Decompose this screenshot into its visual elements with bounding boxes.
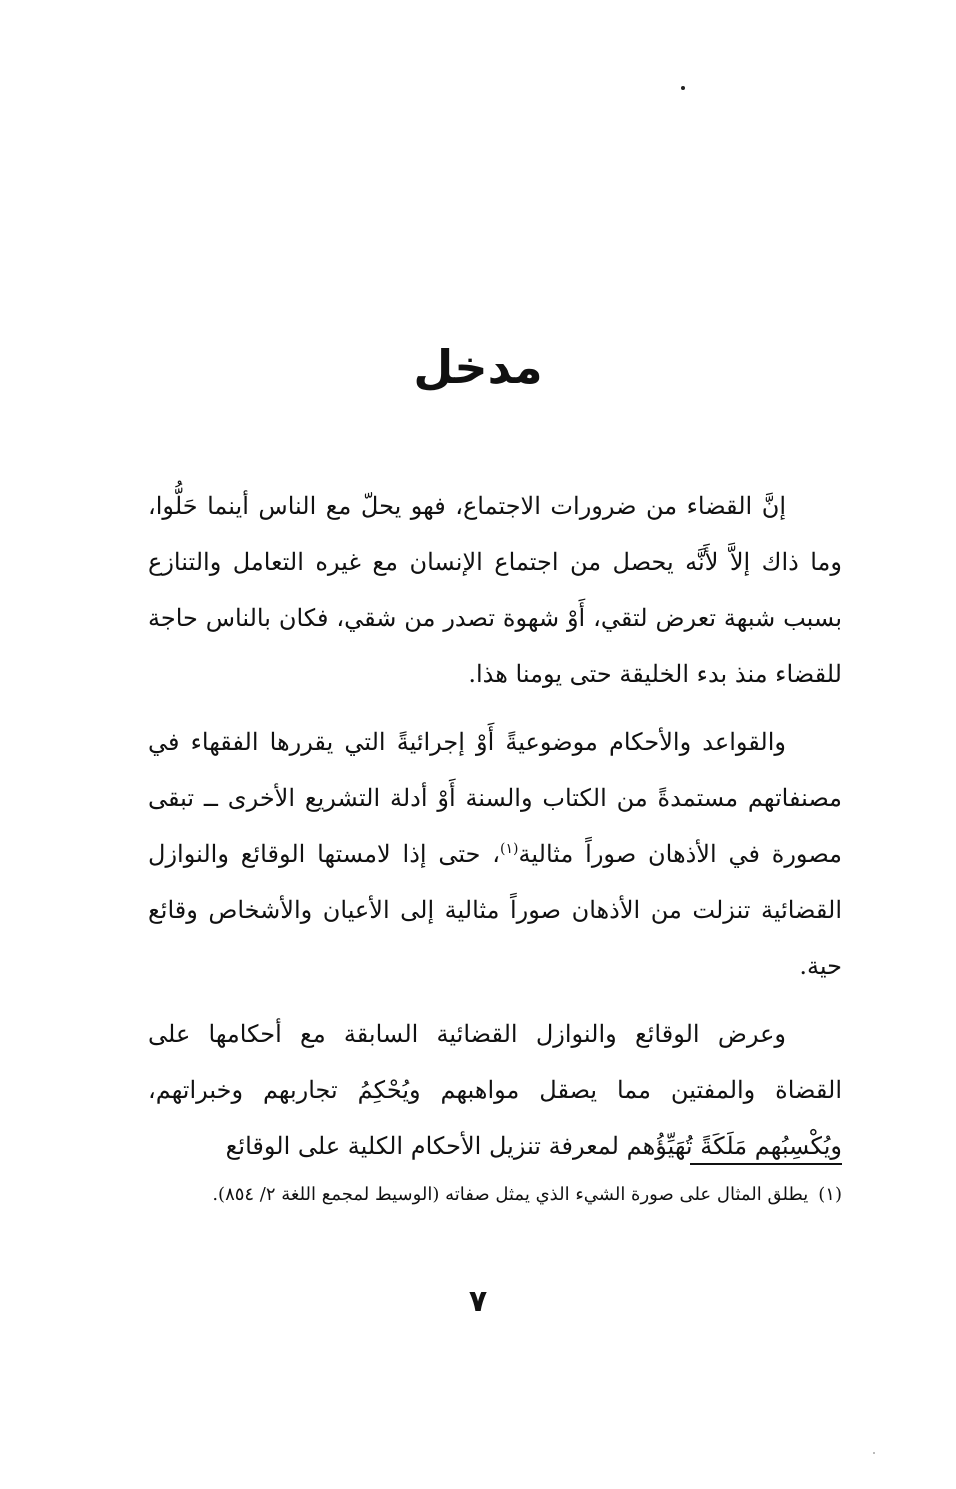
footnote [148, 1176, 842, 1214]
footnote-reference[interactable]: (١) [500, 841, 519, 857]
footnote-number: (١) [818, 1184, 842, 1205]
paragraph-3: وعرض الوقائع والنوازل القضائية السابقة مع أحكامها على القضاة والمفتين مما يصقل مواهبهم ويُحْكِمُ تجاربهم وخبراتهم، ويُكْسِبُهم مَلَكَةً تُهَيِّؤُهم لمعرفة تنزيل الأحكام الكلية على الوقائع [148, 1020, 842, 1160]
paragraph-1: إنَّ القضاء من ضرورات الاجتماع، فهو يحلّ مع الناس أينما حَلُّوا، وما ذاك إلاَّ لأَنَّه يحصل من اجتماع الإنسان مع غيره التعامل والتنازع بسبب شبهة تعرض لتقي، أَوْ شهوة تصدر من شقي، فكان بالناس حاجة للقضاء منذ بدء الخليقة حتى يومنا هذا. [148, 492, 842, 688]
footnote-separator [690, 1163, 842, 1165]
stray-dot-mark [681, 86, 685, 90]
footnote-text: يطلق المثال على صورة الشيء الذي يمثل صفاته (الوسيط لمجمع اللغة ٢/ ٨٥٤). [212, 1184, 809, 1205]
chapter-title: مدخل [413, 340, 543, 394]
page-number: ٧ [468, 1284, 488, 1319]
paragraph-2 [148, 714, 842, 994]
corner-speck [873, 1452, 875, 1454]
paragraph-2-text-after-ref: ، حتى إذا لامستها الوقائع والنوازل القضائية تنزلت من الأذهان صوراً مثالية إلى الأعيان والأشخاص وقائع حية. [148, 840, 842, 980]
paragraph-2-text-before-ref: والقواعد والأحكام موضوعيةً أَوْ إجرائيةً التي يقررها الفقهاء في مصنفاتهم مستمدةً من الكتاب والسنة أَوْ أدلة التشريع الأخرى ــ تبقى مصورة في الأذهان صوراً مثالية [148, 728, 842, 868]
body-text [148, 478, 842, 1186]
